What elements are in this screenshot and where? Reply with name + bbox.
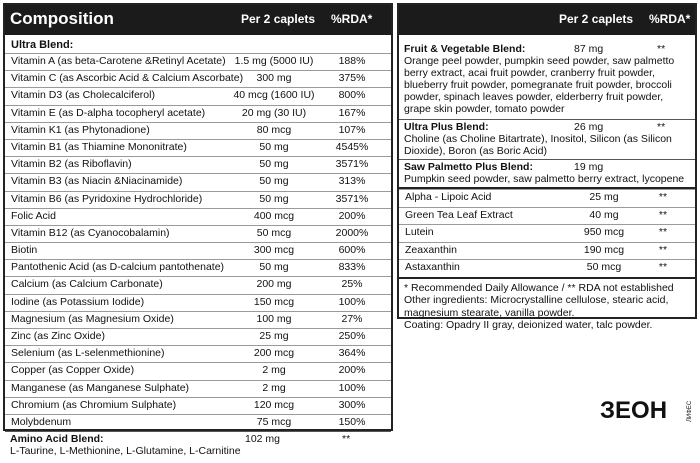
table-row — [399, 259, 695, 277]
nutrient-amount: 100 mg — [256, 312, 292, 325]
nutrient-amount: 400 mcg — [253, 209, 295, 222]
nutrient-amount: 190 mcg — [583, 243, 625, 256]
nutrient-amount: 25 mg — [259, 330, 289, 342]
nutrient-amount: 80 mcg — [256, 123, 292, 136]
nutrient-name: Manganese (as Manganese Sulphate) — [11, 381, 190, 394]
composition-panel-right — [397, 3, 697, 332]
fruit-title: Fruit & Vegetable Blend: — [404, 43, 526, 55]
nutrient-amount: 50 mg — [259, 175, 289, 188]
nutrient-rda: ** — [658, 208, 668, 221]
section-title: Ultra Blend: — [11, 39, 74, 51]
nutrient-name: Pantothenic Acid (as D-calcium pantothenate) — [11, 261, 225, 274]
nutrient-rda: 200% — [338, 364, 366, 377]
table-row — [5, 414, 391, 431]
footer-notes — [399, 277, 695, 335]
nutrient-name: Chromium (as Chromium Sulphate) — [11, 398, 177, 411]
nutrient-name: Iodine (as Potassium Iodide) — [11, 295, 145, 308]
ultra-plus-title: Ultra Plus Blend: — [404, 121, 489, 133]
col-rda-header-right: %RDA* — [649, 12, 691, 26]
logo-text: ЗЕОН — [600, 397, 668, 424]
ultra-plus-rda: ** — [657, 121, 666, 133]
table-row — [5, 397, 391, 414]
nutrient-rda: 200% — [338, 209, 366, 222]
nutrient-name: Vitamin C (as Ascorbic Acid & Calcium Ascorbate) — [11, 72, 244, 85]
table-row — [5, 53, 391, 70]
table-row — [5, 259, 391, 276]
nutrient-amount: 1.5 mg (5000 IU) — [234, 55, 314, 67]
nutrient-rda: 250% — [338, 330, 366, 342]
nutrient-amount: 50 mg — [259, 192, 289, 205]
table-row — [5, 362, 391, 379]
logo-subtext: ЛИФЕС — [687, 400, 693, 422]
nutrient-rda: 833% — [338, 261, 366, 274]
amino-title: Amino Acid Blend: — [10, 433, 104, 446]
nutrient-rda: 313% — [338, 175, 366, 188]
nutrient-rda: 150% — [338, 415, 366, 428]
nutrient-amount: 2 mg — [262, 381, 286, 394]
table-row — [5, 225, 391, 242]
saw-title: Saw Palmetto Plus Blend: — [404, 161, 533, 173]
table-row — [5, 122, 391, 139]
saw-ingredients: Pumpkin seed powder, saw palmetto berry extract, lycopene — [404, 173, 685, 185]
nutrient-rda: 600% — [338, 244, 366, 257]
nutrient-name: Vitamin B3 (as Niacin &Niacinamide) — [11, 175, 183, 188]
nutrient-amount: 50 mg — [259, 140, 289, 153]
amino-acid-block — [5, 431, 391, 463]
nutrient-rda: 2000% — [335, 226, 369, 239]
nutrient-name: Vitamin B2 (as Riboflavin) — [11, 158, 132, 171]
ultra-plus-ingredients: Choline (as Choline Bitartrate), Inositol, Silicon (as Silicon Dioxide), Boron (as Boric Acid) — [404, 133, 672, 157]
nutrient-name: Vitamin B1 (as Thiamine Mononitrate) — [11, 140, 187, 153]
nutrient-name: Vitamin D3 (as Cholecalciferol) — [11, 89, 155, 102]
fruit-vegetable-block — [399, 35, 695, 117]
nutrient-name: Alpha - Lipoic Acid — [405, 191, 492, 203]
nutrient-rda: ** — [658, 191, 668, 203]
nutrient-rda: 800% — [338, 89, 366, 102]
nutrient-name: Selenium (as L-selenmethionine) — [11, 347, 165, 360]
nutrient-name: Vitamin K1 (as Phytonadione) — [11, 123, 150, 136]
nutrient-rda: ** — [658, 261, 668, 274]
nutrient-amount: 950 mcg — [583, 226, 625, 239]
nutrient-rows — [5, 53, 391, 431]
nutrient-amount: 200 mg — [256, 278, 292, 291]
table-row — [5, 208, 391, 225]
nutrient-amount: 300 mg — [256, 72, 292, 85]
nutrient-rda: ** — [658, 243, 668, 256]
nutrient-rda: 3571% — [335, 158, 369, 171]
nutrient-amount: 50 mg — [259, 261, 289, 274]
footnote: * Recommended Daily Allowance / ** RDA not established — [404, 281, 674, 294]
table-row — [399, 189, 695, 207]
nutrient-rda: 3571% — [335, 192, 369, 205]
table-row — [5, 173, 391, 190]
nutrient-rda: 4545% — [335, 140, 369, 153]
table-row — [5, 70, 391, 87]
nutrient-name: Vitamin A (as beta-Carotene &Retinyl Acetate) — [11, 55, 226, 67]
nutrient-rda: 167% — [338, 106, 366, 119]
nutrient-amount: 120 mcg — [253, 398, 295, 411]
amino-rda: ** — [342, 433, 351, 446]
nutrient-name: Vitamin B12 (as Cyanocobalamin) — [11, 226, 170, 239]
nutrient-name: Green Tea Leaf Extract — [405, 208, 513, 221]
nutrient-rda: 100% — [338, 381, 366, 394]
table-header — [5, 5, 391, 35]
nutrient-name: Folic Acid — [11, 209, 56, 222]
table-row — [5, 345, 391, 362]
nutrient-name: Vitamin E (as D-alpha tocopheryl acetate) — [11, 106, 206, 119]
nutrient-amount: 50 mcg — [256, 226, 292, 239]
table-row — [5, 242, 391, 259]
table-row — [5, 105, 391, 122]
table-header-right — [399, 5, 695, 35]
nutrient-name: Zeaxanthin — [405, 243, 457, 256]
nutrient-name: Copper (as Copper Oxide) — [11, 364, 135, 377]
nutrient-rda: 364% — [338, 347, 366, 360]
nutrient-amount: 75 mcg — [256, 415, 292, 428]
nutrient-rda: 188% — [338, 55, 366, 67]
col-amount-header: Per 2 caplets — [241, 12, 316, 26]
nutrient-amount: 20 mg (30 IU) — [241, 106, 307, 119]
table-row — [5, 87, 391, 104]
table-row — [5, 311, 391, 328]
table-row — [5, 191, 391, 208]
nutrient-amount: 300 mcg — [253, 244, 295, 257]
nutrient-amount: 25 mg — [589, 191, 619, 203]
ultra-plus-amount: 26 mg — [574, 121, 604, 133]
col-amount-header-right: Per 2 caplets — [559, 12, 634, 26]
table-row — [5, 276, 391, 293]
nutrient-amount: 50 mg — [259, 158, 289, 171]
brand-logo — [598, 394, 698, 424]
nutrient-name: Vitamin B6 (as Pyridoxine Hydrochloride) — [11, 192, 203, 205]
table-row — [5, 156, 391, 173]
nutrient-name: Magnesium (as Magnesium Oxide) — [11, 312, 174, 325]
table-row — [399, 242, 695, 260]
saw-palmetto-block — [399, 159, 695, 187]
table-row — [5, 328, 391, 345]
table-row — [5, 294, 391, 311]
saw-amount: 19 mg — [574, 161, 604, 173]
table-row — [5, 380, 391, 397]
amino-amount: 102 mg — [245, 433, 281, 446]
fruit-amount: 87 mg — [574, 43, 604, 55]
table-row — [399, 224, 695, 242]
nutrient-amount: 200 mcg — [253, 347, 295, 360]
composition-title: Composition — [10, 9, 114, 28]
amino-ingredients: L-Taurine, L-Methionine, L-Glutamine, L-Carnitine — [10, 445, 241, 458]
table-row — [5, 139, 391, 156]
nutrient-amount: 40 mg — [589, 208, 619, 221]
nutrient-rda: 300% — [338, 398, 366, 411]
fruit-rda: ** — [657, 43, 666, 55]
coating: Coating: Opadry II gray, deionized water, talc powder. — [404, 319, 653, 332]
composition-panel-left — [3, 3, 393, 458]
nutrient-rda: ** — [658, 226, 668, 239]
nutrient-name: Zinc (as Zinc Oxide) — [11, 330, 105, 342]
nutrient-amount: 40 mcg (1600 IU) — [233, 89, 315, 102]
nutrient-amount: 50 mcg — [586, 261, 622, 274]
nutrient-rda: 100% — [338, 295, 366, 308]
nutrient-rda: 375% — [338, 72, 366, 85]
extra-rows — [399, 187, 695, 277]
nutrient-name: Lutein — [405, 226, 434, 239]
nutrient-amount: 2 mg — [262, 364, 286, 377]
other-ingredients: Other ingredients: Microcrystalline cellulose, stearic acid, magnesium stearate, vanilla powder. — [404, 294, 669, 319]
ultra-plus-block — [399, 119, 695, 159]
table-row — [399, 207, 695, 225]
nutrient-rda: 27% — [341, 312, 363, 325]
col-rda-header: %RDA* — [331, 12, 373, 26]
nutrient-amount: 150 mcg — [253, 295, 295, 308]
nutrient-name: Biotin — [11, 244, 38, 257]
fruit-ingredients: Orange peel powder, pumpkin seed powder, saw palmetto berry extract, acai fruit powder, cranberry fruit powder, blueberry fruit powder, pomegranate fruit powder, broccoli powder, spinach leaves powder, elderberry fruit powder, grape skin powder, tomato powder — [404, 55, 675, 115]
nutrient-name: Calcium (as Calcium Carbonate) — [11, 278, 163, 291]
nutrient-name: Astaxanthin — [405, 261, 460, 274]
nutrient-rda: 107% — [338, 123, 366, 136]
nutrient-name: Molybdenum — [11, 415, 72, 428]
nutrient-rda: 25% — [341, 278, 363, 291]
